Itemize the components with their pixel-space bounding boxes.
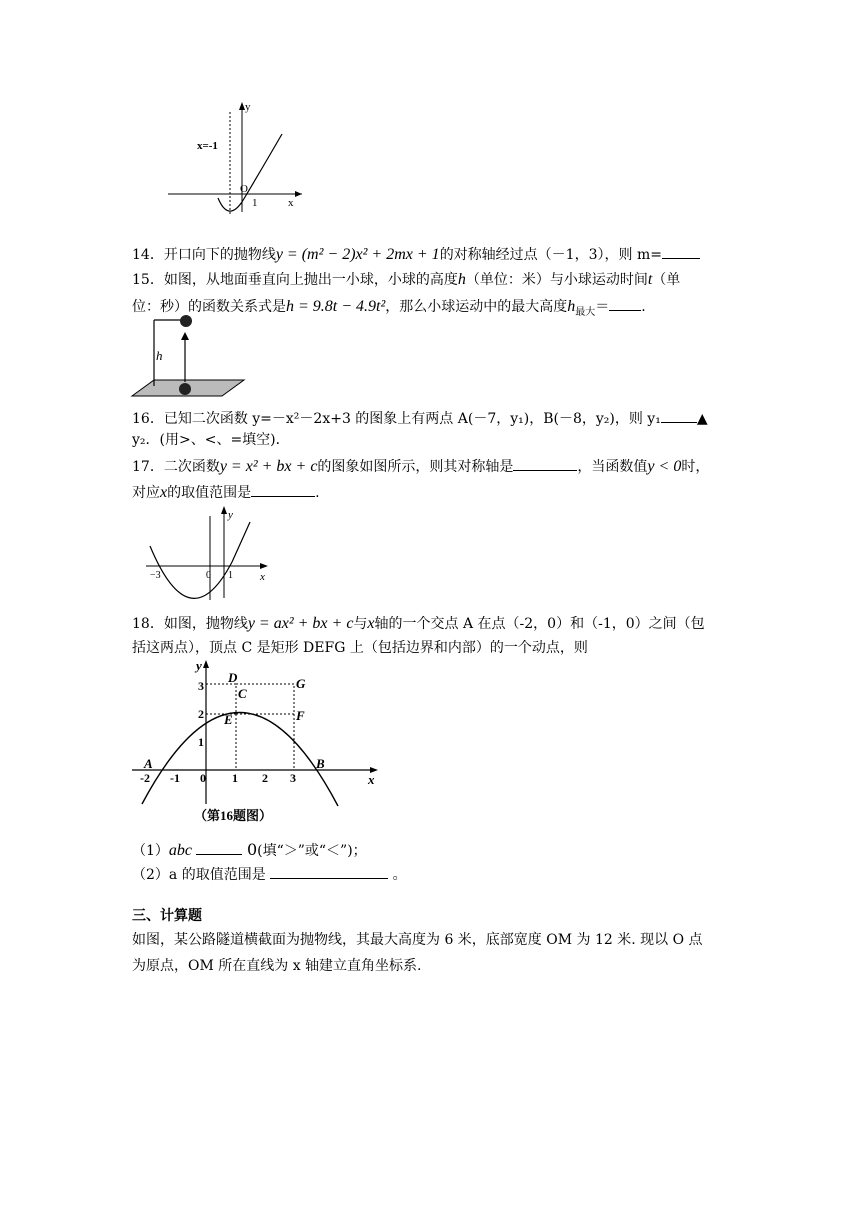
question-15-line1 (132, 270, 680, 290)
question-18-line1 (132, 614, 705, 634)
triangle-marker-icon: ▲ (696, 411, 708, 427)
q16-text: 16．已知二次函数 y=－x²－2x+3 的图象上有两点 A(－7，y₁)，B(－8，y₂)，则 y₁ (132, 411, 661, 427)
section-3-heading: 三、计算题 (132, 908, 202, 924)
q17-var-x: x (160, 484, 168, 501)
tick-x3: 3 (290, 771, 296, 785)
question-16-line1 (132, 408, 708, 429)
q15-sub-max: 最大 (575, 306, 596, 318)
point-b-label: B (316, 756, 325, 771)
tick-xm1: -1 (170, 771, 180, 785)
figure-parabola-q17 (140, 502, 274, 602)
q15-text-c: （单 (652, 272, 681, 288)
q18-sub2-text: （2）a 的取值范围是 (132, 867, 266, 883)
q18-sub2-end: 。 (392, 867, 407, 883)
q15-text-b: （单位：米）与小球运动时间 (465, 272, 648, 288)
section-3-paragraph-1: 如图，某公路隧道横截面为抛物线，其最大高度为 6 米，底部宽度 OM 为 12 米. 现以 O 点 (132, 932, 703, 948)
tick-x1: 1 (232, 771, 238, 785)
q17-text-d: 时， (681, 459, 710, 475)
q14-text-pre: 开口向下的抛物线 (163, 247, 276, 263)
q18-abc: abc (168, 842, 193, 859)
q17-formula: y = x² + bx + c (219, 458, 318, 475)
question-18-line2 (132, 638, 588, 658)
point-f-label: F (296, 708, 305, 723)
tick-y2: 2 (198, 707, 204, 721)
q15-answer-blank[interactable] (609, 296, 641, 311)
point-a-label: A (144, 756, 153, 771)
q17-origin-label: 0 (206, 570, 211, 581)
q17-y-label: y (228, 509, 233, 521)
q18-zero: 0 (246, 840, 258, 859)
q17-text-b: 的图象如图所示，则其对称轴是 (317, 459, 514, 475)
q17-text-f: 的取值范围是 (167, 485, 252, 501)
q17-x-label: x (260, 571, 265, 583)
symmetry-axis-label: x=-1 (197, 140, 218, 152)
y-axis-label: y (245, 101, 251, 113)
question-17-line1 (132, 456, 709, 477)
q17-text-a: 17．二次函数 (132, 459, 220, 475)
q18-x-label: x (368, 772, 375, 787)
figure-parabola-top (160, 98, 310, 216)
q15-equals: ＝ (595, 299, 610, 315)
q17-text-c: ，当函数值 (577, 459, 648, 475)
q17-one-label: 1 (228, 570, 233, 581)
q18-text-d: 括这两点），顶点 C 是矩形 DEFG 上（包括边界和内部）的一个动点，则 (132, 640, 588, 656)
point-d-label: D (228, 670, 238, 685)
question-17-line2: 对应x的取值范围是 . (132, 484, 320, 501)
q15-text-a: 15．如图，从地面垂直向上抛出一小球，小球的高度 (132, 272, 458, 288)
point-g-label: G (296, 676, 306, 691)
q18-sub2-blank[interactable] (270, 864, 388, 879)
q14-answer-blank[interactable] (662, 244, 700, 259)
q16-text-2: y₂．(用>、<、=填空)． (132, 432, 290, 448)
figure-ball-throw (128, 310, 248, 402)
q17-condition: y < 0 (647, 458, 682, 475)
origin-label: O (240, 183, 248, 195)
tick-y1: 1 (198, 735, 204, 749)
q14-number: 14． (132, 247, 164, 263)
tick-xm2: -2 (140, 771, 150, 785)
question-14 (132, 244, 700, 265)
q18-sub1-num: （1） (132, 843, 169, 859)
point-c-label: C (238, 686, 247, 701)
q16-answer-blank[interactable] (661, 408, 697, 423)
q18-text-b: 与 (353, 616, 368, 632)
q15-var-h: h (457, 271, 466, 288)
q15-var-t: t (647, 271, 653, 288)
q15-formula: h = 9.8t − 4.9t² (286, 298, 386, 315)
q18-formula: y = ax² + bx + c (247, 615, 354, 632)
q18-figure-caption: （第16题图） (194, 808, 273, 823)
question-16-line2 (132, 430, 290, 450)
one-label: 1 (252, 197, 258, 209)
q14-text-post: 的对称轴经过点（－1，3），则 m= (439, 247, 662, 263)
q18-text-c: 轴的一个交点 A 在点（-2，0）和（-1，0）之间（包 (374, 616, 705, 632)
q18-text-a: 18．如图，抛物线 (132, 616, 248, 632)
q15-text-e: ，那么小球运动中的最大高度 (385, 299, 568, 315)
q18-sub1-blank[interactable] (196, 840, 242, 855)
figure-parabola-q18 (128, 656, 388, 832)
tick-x2: 2 (262, 771, 268, 785)
q14-formula: y = (m² − 2)x² + 2mx + 1 (275, 246, 440, 263)
q17-range-blank[interactable] (251, 482, 315, 497)
q15-var-hmax: h (567, 298, 576, 315)
point-e-label: E (224, 712, 233, 727)
tick-y3: 3 (198, 679, 204, 693)
q18-y-label: y (196, 658, 202, 673)
height-label: h (156, 348, 163, 363)
section-3-paragraph-2: 为原点，OM 所在直线为 x 轴建立直角坐标系. (132, 958, 422, 974)
q18-sub1 (132, 840, 367, 861)
q18-var-x: x (367, 615, 375, 632)
q17-neg3-label: −3 (150, 570, 161, 581)
tick-x0: 0 (200, 771, 206, 785)
q17-axis-blank[interactable] (513, 456, 577, 471)
q15-text-d: 位：秒）的函数关系式是 (132, 299, 286, 315)
x-axis-label: x (288, 197, 294, 209)
q18-sub1-hint: (填“＞”或“＜”)； (257, 843, 367, 859)
q18-sub2 (132, 864, 407, 885)
q17-text-e: 对应 (132, 485, 160, 501)
question-15-line2: 位：秒）的函数关系式是h = 9.8t − 4.9t²，那么小球运动中的最大高度$h_{最大}=$ . (132, 298, 646, 318)
